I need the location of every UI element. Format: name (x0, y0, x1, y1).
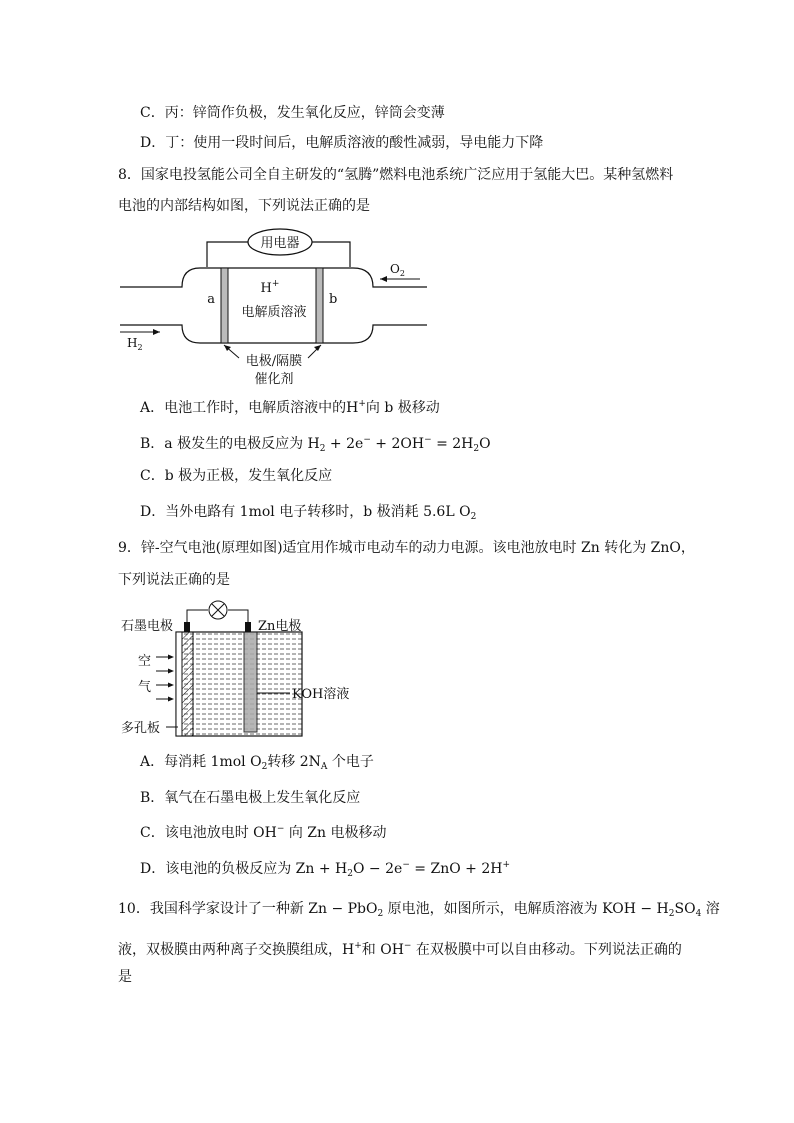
electrolyte-label: 电解质溶液 (241, 305, 307, 320)
koh-label: KOH溶液 (292, 687, 350, 702)
q8-option-d: D．当外电路有 1mol 电子转移时，b 极消耗 5.6L $O_2$ (140, 504, 477, 522)
q8-stem-line1: 8．国家电投氢能公司全自主研发的“氢腾”燃料电池系统广泛应用于氢能大巴。某种氢燃料 (118, 167, 674, 183)
q9-zinc-air-diagram (118, 597, 368, 742)
q8-option-b: B．a 极发生的电极反应为 $H_2 + 2e^- + 2OH^- = 2H_2O$ (140, 435, 491, 454)
q7-option-c: C．丙：锌筒作负极，发生氧化反应，锌筒会变薄 (140, 105, 445, 121)
electrode-a (221, 268, 228, 343)
q9-option-d: D．该电池的负极反应为 $Zn + H_2O - 2e^-$ = ZnO + 2H+ (140, 860, 511, 879)
q9-option-a: A．每消耗 1mol $O_2$转移 $2N_A$ 个电子 (140, 754, 374, 772)
q8-option-c: C．b 极为正极，发生氧化反应 (140, 468, 333, 484)
h2-label: $H_2$ (127, 336, 143, 352)
air-arrows (156, 657, 172, 699)
q7-option-d: D．丁：使用一段时间后，电解质溶液的酸性减弱，导电能力下降 (140, 135, 544, 151)
label-a: a (207, 292, 215, 307)
graphite-electrode (182, 632, 193, 736)
zn-electrode (244, 632, 257, 732)
label-b: b (329, 292, 338, 307)
graphite-label: 石墨电极 (121, 619, 174, 634)
o2-label: $O_2$ (390, 262, 405, 278)
q8-fuel-cell-diagram (115, 225, 435, 390)
catalyst-label: 催化剂 (254, 372, 294, 387)
electrode-membrane-label: 电极/隔膜 (245, 354, 303, 369)
porous-label: 多孔板 (121, 721, 161, 736)
q9-stem-line2: 下列说法正确的是 (118, 572, 230, 588)
q10-stem-line3: 是 (118, 969, 132, 985)
solution-container (176, 632, 302, 736)
q9-option-c: C．该电池放电时 OH− 向 Zn 电极移动 (140, 824, 387, 841)
q9-option-b: B．氧气在石墨电极上发生氧化反应 (140, 790, 361, 806)
q8-stem-line2: 电池的内部结构如图，下列说法正确的是 (118, 198, 370, 214)
q10-stem-line1: 10．我国科学家设计了一种新 Zn − PbO$_2$ 原电池，如图所示，电解质溶液为 KOH − $H_2SO_4$ 溶 (118, 901, 720, 919)
q8-option-a: A．电池工作时，电解质溶液中的H+向 b 极移动 (140, 399, 440, 416)
zn-label: Zn电极 (258, 619, 302, 634)
q10-stem-line2: 液，双极膜由两种离子交换膜组成，H+和 OH− 在双极膜中可以自由移动。下列说法正确的 (118, 941, 682, 958)
air-label-2: 气 (138, 680, 152, 695)
porous-plate (176, 632, 182, 736)
device-label: 用电器 (260, 236, 300, 251)
electrode-b (316, 268, 323, 343)
q9-stem-line1: 9．锌-空气电池(原理如图)适宜用作城市电动车的动力电源。该电池放电时 Zn 转化为 ZnO， (118, 540, 695, 556)
ion-label: H+ (260, 279, 280, 296)
air-label-1: 空 (138, 654, 152, 669)
